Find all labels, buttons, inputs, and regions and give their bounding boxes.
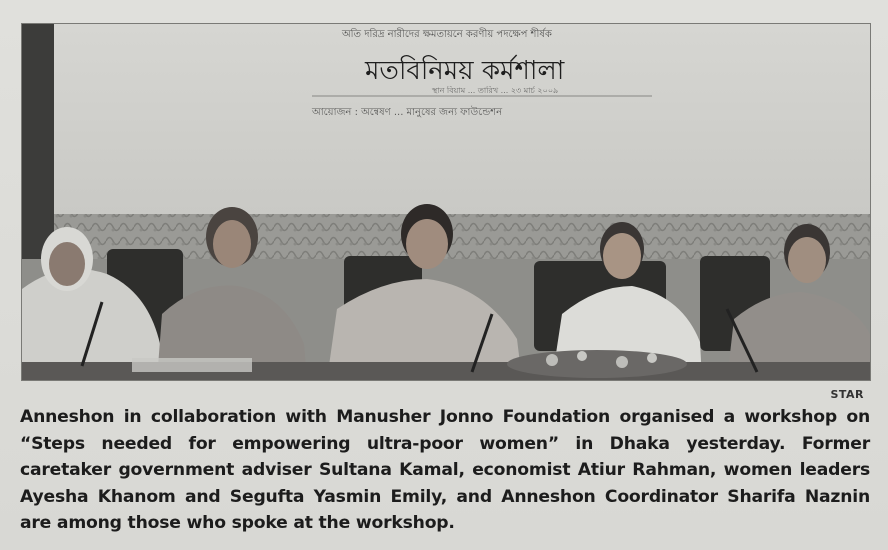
banner-title: মতবিনিময় কর্মশালা xyxy=(365,56,565,86)
flowers xyxy=(507,350,687,378)
banner-date-line: স্থান বিয়াম ... তারিখ ... ২৩ মার্চ ২০০৯ xyxy=(432,86,559,95)
news-photo xyxy=(21,23,871,381)
left-pillar xyxy=(22,24,54,264)
banner-top-line: অতি দরিদ্র নারীদের ক্ষমতায়নে করণীয় পদক্ষেপ শীর্ষক xyxy=(342,29,552,40)
photo-credit: STAR xyxy=(830,388,864,401)
photo-caption: Anneshon in collaboration with Manusher Jonno Foundation organised a workshop on “Steps needed for empowering ultra-poor women” in Dhaka yesterday. Former caretaker government adviser Sultana Kamal, economist Atiur Rahman, women leaders Ayesha Khanom and Segufta Yasmin Emily, and Anneshon Coordinator Sharifa Naznin are among those who spoke at the workshop. xyxy=(20,407,870,533)
banner-organizer-line: আয়োজন : অন্বেষণ ... মানুষের জন্য ফাউন্ডেশন xyxy=(312,107,503,118)
